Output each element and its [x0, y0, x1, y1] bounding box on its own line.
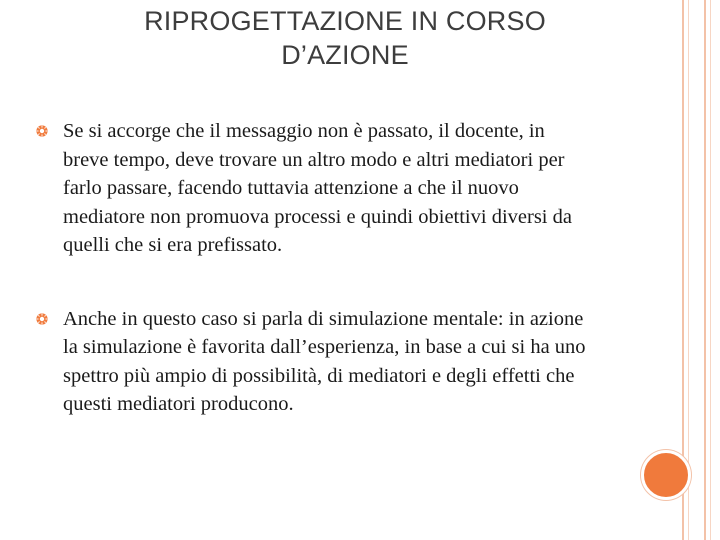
- bullet-line: questi mediatori producono.: [63, 393, 294, 415]
- bullet-item: [36, 117, 676, 260]
- sun-bullet-icon: [36, 125, 48, 137]
- title-line: RIPROGETTAZIONE IN CORSO: [144, 6, 546, 36]
- bullet-line: farlo passare, facendo tuttavia attenzione a che il nuovo: [63, 177, 519, 199]
- bullet-list: [36, 117, 676, 419]
- bullet-line: mediatore non promuova processi e quindi obiettivi diversi da: [63, 205, 572, 228]
- slide-title: [90, 4, 600, 72]
- bullet-line: la simulazione è favorita dall’esperienza, in base a cui si ha uno: [63, 336, 586, 358]
- frame-line: [704, 0, 706, 540]
- sun-bullet-icon: [36, 313, 48, 325]
- decorative-orb-icon: [641, 450, 691, 500]
- frame-line: [688, 0, 689, 540]
- title-line: D’AZIONE: [281, 40, 409, 70]
- bullet-line: Anche in questo caso si parla di simulazione mentale: in azione: [63, 307, 584, 330]
- bullet-item: [36, 305, 676, 419]
- bullet-line: spettro più ampio di possibilità, di mediatori e degli effetti che: [63, 364, 575, 387]
- bullet-line: Se si accorge che il messaggio non è passato, il docente, in: [63, 120, 545, 142]
- bullet-line: quelli che si era prefissato.: [63, 234, 283, 256]
- bullet-line: breve tempo, deve trovare un altro modo e altri mediatori per: [63, 148, 565, 171]
- frame-line: [710, 0, 711, 540]
